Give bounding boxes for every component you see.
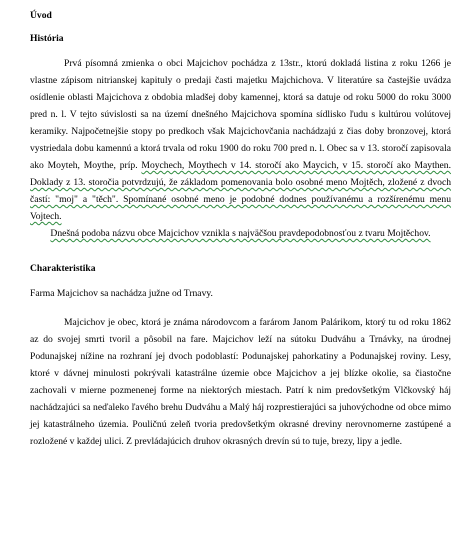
paragraph-charakteristika-body: Majcichov je obec, ktorá je známa národovcom a farárom Janom Palárikom, ktorý tu od roku 1862 az do svojej smrti tvoril a pôsobil na fare. Majcichov leží na sútoku Dudváhu a Trnávky, na úrodnej Podunajskej nížine na rozhraní jej dvoch podoblastí: Podunajskej pahorkatiny a Podunajskej roviny. Lesy, ktoré v dávnej minulosti pokrývali katastrálne územie obce Majcichov a jej blízke okolie, sa čiastočne zachovali v mierne pozmenenej forme na niektorých miestach. Patrí k nim predovšetkým Vlčkovský háj nachádzajúci sa neďaleko ľavého brehu Dudváhu a Malý háj rozprestierajúci sa juhovýchodne od obce mimo jej katastrálneho územia. Pouličnú zeleň tvoria predovšetkým okrasné dreviny nerovnomerne zastúpené a rozložené v každej ulici. Z prevládajúcich druhov okrasných drevín sú to tuje, brezy, lipy a jedle. bbox=[30, 317, 451, 447]
paragraph-historia-1-marked: Moychech, Moythech v 14. storočí ako Maycich, v 15. storočí ako Maythen. Doklady z 13. storočia potvrdzujú, že základom pomenovania bolo osobné meno Mojtěch, zložené z dvoch častí: "moj" a "těch". Spomínané osobné meno je podobné dodnes používanému a rozšírenému menu Vojtech. bbox=[30, 160, 451, 222]
heading-uvod: Úvod bbox=[30, 10, 52, 21]
spacer bbox=[30, 242, 451, 263]
paragraph-historia-1 bbox=[30, 55, 451, 225]
paragraph-charakteristika-intro: Farma Majcichov sa nachádza južne od Trnavy. bbox=[30, 288, 213, 299]
paragraph-historia-2-text: Dnešná podoba názvu obce Majcichov vznikla s najväčšou pravdepodobnosťou z tvaru Mojtěchov. bbox=[50, 228, 431, 239]
heading-historia: História bbox=[30, 33, 64, 44]
paragraph-historia-2 bbox=[30, 225, 451, 242]
heading-charakteristika: Charakteristika bbox=[30, 263, 96, 274]
paragraph-historia-1-text: Prvá písomná zmienka o obci Majcichov pochádza z 13str., ktorú dokladá listina z roku 1266 je vlastne zápisom nitrianskej kapituly o predaji časti majetku Majchichova. V literatúre sa častejšie uvádza osídlenie oblasti Majcichova z obdobia mladšej doby kamennej, ktorá sa datuje od roku 5000 do roku 3000 pred n. l. V tejto súvislosti sa na území dnešného Majcichova spomína sídlisko ľudu s kultúrou volútovej keramiky. Najpočetnejšie stopy po predkoch však Majcichovčania nachádzajú z čias doby bronzovej, ktorá vystriedala dobu kamennú a ktorá trvala od roku 1900 do roku 700 pred n. l. Obec sa v 13. storočí zapisovala ako Moyteh, Moythe, príp. bbox=[30, 58, 451, 171]
spacer bbox=[30, 302, 451, 314]
